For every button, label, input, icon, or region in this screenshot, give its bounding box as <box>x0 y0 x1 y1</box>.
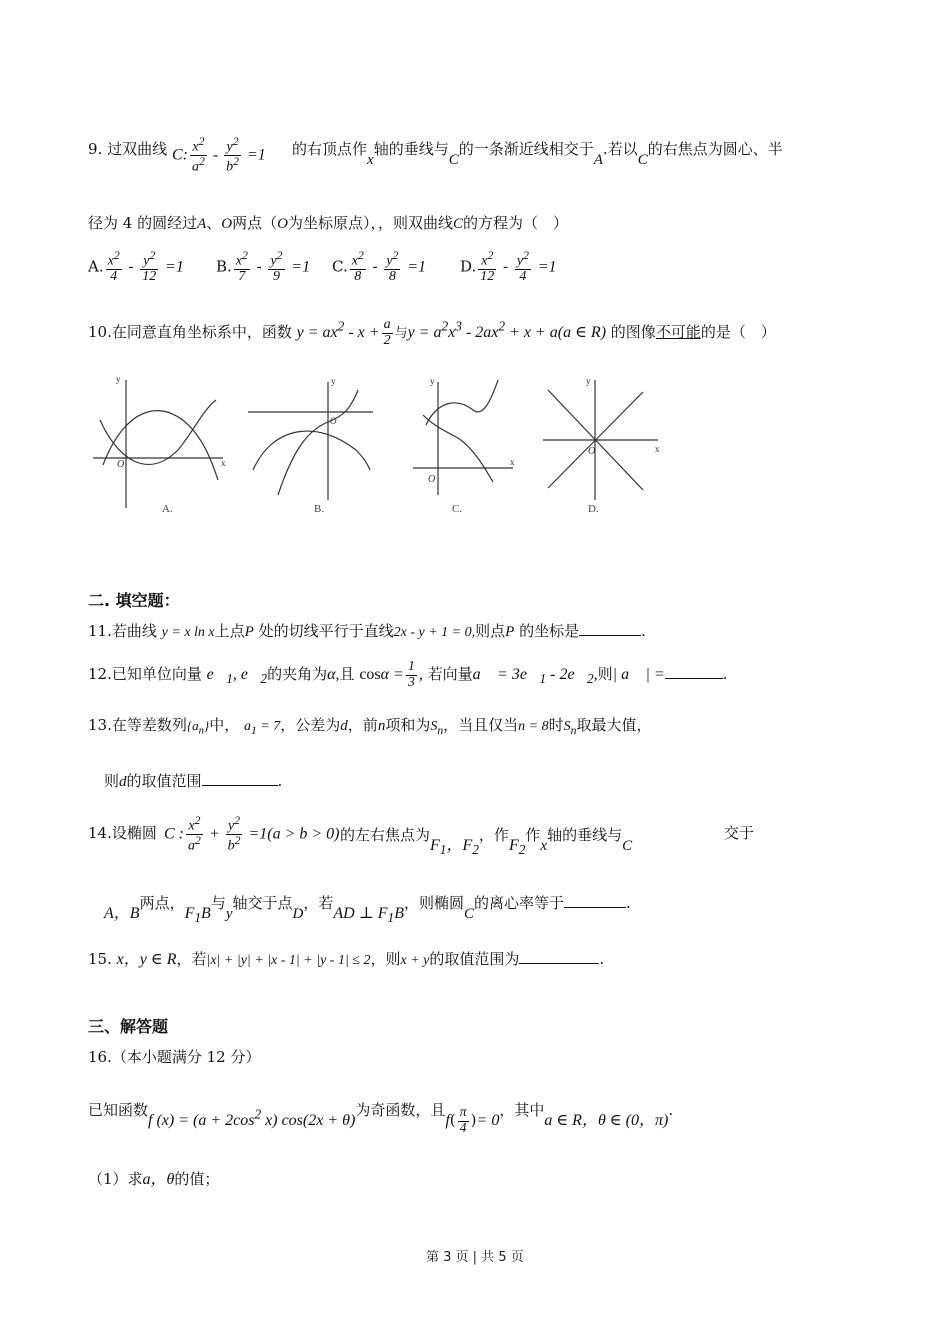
svg-text:O: O <box>588 446 596 457</box>
q10-graph-d[interactable] <box>543 380 658 500</box>
q9-line1 <box>88 138 167 159</box>
svg-text:x: x <box>655 444 660 454</box>
svg-text:O: O <box>330 416 337 426</box>
q15-line: 15. x，y ∈ R，若|x| + |y| + |x - 1| + |y - 1| ≤ 2，则x + y的取值范围为 . <box>88 950 605 968</box>
q10-label-a: A. <box>162 503 173 515</box>
q10-line: 10.在同意直角坐标系中，函数 $y = ax^2 - x$ + $\frac{a}{2}$ 与$y = a^2x^3 - 2ax^2 + x + a(a$ ∈ R) 的图像不可能的是（ ） <box>88 317 776 348</box>
q10-graph-a[interactable] <box>93 380 223 508</box>
q9-number: 9. <box>88 140 103 158</box>
q9-hyperbola-formula: C: $\frac{x^2}{a^2}$ - $\frac{y^2}{b^2}$ =1 <box>172 135 266 175</box>
q14-line1: 14.设椭圆 <box>88 824 157 842</box>
q14-line2: A，B两点，$F_1B$与y轴交于点D，若AD ⊥ $F_1B$，则椭圆C的离心率等于 . <box>104 894 631 926</box>
svg-text:y: y <box>116 374 121 384</box>
q14-blank[interactable] <box>564 893 626 908</box>
q9-option-d[interactable]: D. $\frac{x^2}{12}$ - $\frac{y^2}{4}$ =1 <box>460 249 557 285</box>
svg-text:y: y <box>331 376 336 386</box>
q9-line1-rest: 的右顶点作x轴的垂线与C的一条渐近线相交于A.若以C的右焦点为圆心、半 <box>292 140 783 168</box>
svg-text:x: x <box>221 458 226 468</box>
q10-graphs <box>88 370 688 525</box>
q10-label-d: D. <box>588 503 599 515</box>
svg-text:x: x <box>510 457 515 467</box>
q13-line1: 13.在等差数列$\{a_n\}$中， $a_1 = 7$，公差为d，前n项和为$S_n$，当且仅当n = 8时$S_n$取最大值， <box>88 716 652 737</box>
q15-blank[interactable] <box>519 949 599 964</box>
svg-text:y: y <box>586 376 591 386</box>
q12-blank[interactable] <box>665 664 723 679</box>
q13-blank[interactable] <box>202 771 278 786</box>
svg-text:O: O <box>117 459 125 470</box>
q9-option-c[interactable]: C. $\frac{x^2}{8}$ - $\frac{y^2}{8}$ =1 <box>332 249 426 285</box>
q11-blank[interactable] <box>579 621 641 636</box>
q16-part1: （1）求a，θ的值； <box>88 1170 220 1188</box>
section2-title: 二. 填空题： <box>88 591 180 610</box>
q9-option-a[interactable]: A. $\frac{x^2}{4}$ - $\frac{y^2}{12}$ =1 <box>88 249 184 285</box>
q14-ellipse-formula: C : $\frac{x^2}{a^2}$ + $\frac{y^2}{b^2}$ =1(a > b > 0) <box>164 814 340 854</box>
q9-option-b[interactable]: B. $\frac{x^2}{7}$ - $\frac{y^2}{9}$ =1 <box>216 249 311 285</box>
q13-line2: 则d的取值范围 . <box>104 772 283 790</box>
q16-line: 已知函数f $(x) = (a + 2\cos^2$ x) cos(2x + θ)为奇函数，且f( $\frac{\pi}{4}$ )= 0，其中a ∈ R，θ ∈ (0，π). <box>88 1101 674 1136</box>
svg-text:y: y <box>430 376 435 386</box>
q14-text-f: 交于 <box>724 824 755 842</box>
q10-label-b: B. <box>314 503 325 515</box>
q10-label-c: C. <box>452 503 463 515</box>
q11-line: 11.若曲线 y = x ln x上点P 处的切线平行于直线2x - y + 1 = 0,则点P 的坐标是 . <box>88 622 646 640</box>
q16-header: 16.（本小题满分 12 分） <box>88 1048 261 1066</box>
q10-graph-b[interactable] <box>248 382 373 500</box>
q9-options <box>88 250 588 300</box>
q9-line2: 径为 4 的圆经过A、O两点（O为坐标原点），，则双曲线C的方程为（ ） <box>88 214 569 232</box>
section3-title: 三、解答题 <box>88 1017 169 1036</box>
q12-line: 12.已知单位向量 $e⃗_1$, $e⃗_2$的夹角为α,且 cosα = $\frac{1}{3}$ , 若向量a⃗ = $3e⃗_1$ - $2e⃗_2$,则| a⃗ | = . <box>88 659 728 690</box>
page-footer: 第 3 页 | 共 5 页 <box>426 1250 524 1265</box>
q10-emphasis: 不可能 <box>655 323 701 342</box>
q9-text: 过双曲线 <box>107 140 168 158</box>
q14-line1-rest: 的左右焦点为$F_1$，$F_2$，作$F_2$作x轴的垂线与C <box>340 826 633 858</box>
svg-text:O: O <box>428 474 436 485</box>
